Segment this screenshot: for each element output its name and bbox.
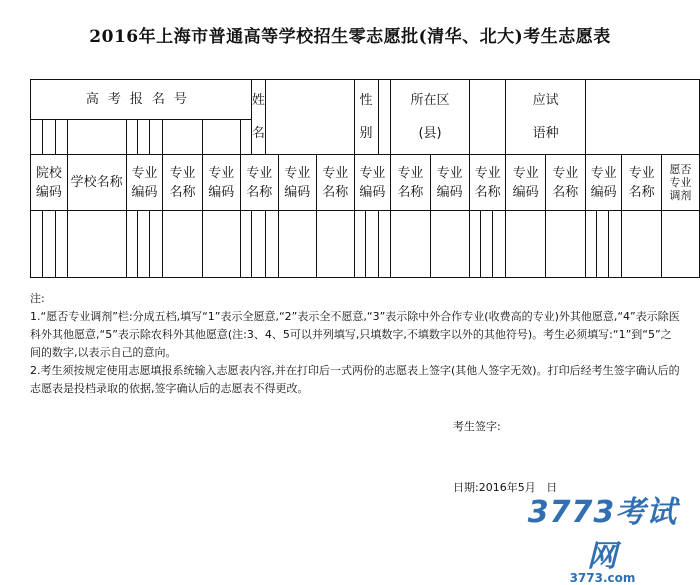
school-name-header: 学校名称 xyxy=(67,155,126,211)
major-code-digit[interactable] xyxy=(240,211,251,278)
gender-field[interactable] xyxy=(378,80,391,155)
exam-number-digit[interactable] xyxy=(137,120,149,155)
adjust-header: 愿否专业调剂 xyxy=(661,155,699,211)
major-name-header-7: 专业名称 xyxy=(622,155,661,211)
major-code-digit[interactable] xyxy=(265,211,278,278)
exam-number-digit[interactable] xyxy=(240,120,251,155)
major-code-digit[interactable] xyxy=(251,211,265,278)
name-field[interactable] xyxy=(265,80,354,155)
notes-item-2: 2.考生须按规定使用志愿填报系统输入志愿表内容,并在打印后一式两份的志愿表上签字(其他人签字无效)。打印后经考生签字确认后的志愿表是投档录取的依据,签字确认后的志愿表不得更改。 xyxy=(30,364,680,395)
exam-number-digit[interactable] xyxy=(150,120,163,155)
major-name-field-1b[interactable] xyxy=(202,211,240,278)
major-name-header-1: 专业名称 xyxy=(163,155,202,211)
watermark-logo-text: 3773考试网 xyxy=(527,495,678,574)
major-name-header-6: 专业名称 xyxy=(545,155,585,211)
major-code-digit[interactable] xyxy=(597,211,609,278)
major-code-header-3: 专业编码 xyxy=(278,155,316,211)
major-code-header-2: 专业编码 xyxy=(202,155,240,211)
major-code-digit[interactable] xyxy=(481,211,493,278)
major-name-field-3b[interactable] xyxy=(430,211,469,278)
major-name-header-5: 专业名称 xyxy=(469,155,506,211)
major-code-digit[interactable] xyxy=(366,211,378,278)
exam-number-digit[interactable] xyxy=(43,120,55,155)
gender-label: 性 别 xyxy=(354,80,378,155)
watermark-url: 3773.com xyxy=(569,571,636,585)
major-name-header-2: 专业名称 xyxy=(240,155,278,211)
adjust-field[interactable] xyxy=(661,211,699,278)
district-field[interactable] xyxy=(469,80,506,155)
application-form-table xyxy=(30,79,700,278)
exam-number-digit[interactable] xyxy=(202,120,240,155)
major-code-digit[interactable] xyxy=(137,211,149,278)
major-code-digit[interactable] xyxy=(378,211,391,278)
major-name-field-2[interactable] xyxy=(278,211,316,278)
major-name-field-1[interactable] xyxy=(163,211,202,278)
major-code-digit[interactable] xyxy=(126,211,137,278)
signature-label: 考生签字: xyxy=(453,420,501,433)
major-name-field-3[interactable] xyxy=(391,211,430,278)
major-code-digit[interactable] xyxy=(354,211,366,278)
school-code-digit[interactable] xyxy=(43,211,55,278)
major-name-field-5[interactable] xyxy=(622,211,661,278)
major-code-digit[interactable] xyxy=(585,211,596,278)
document-title: 2016年上海市普通高等学校招生零志愿批(清华、北大)考生志愿表 xyxy=(89,27,611,47)
notes-item-1: 1.“愿否专业调剂”栏:分成五档,填写“1”表示全愿意,“2”表示全不愿意,“3”表示除中外合作专业(收费高的专业)外其他愿意,“4”表示除医科外其他愿意,“5”表示除农科外其他愿意(注:3、4、5可以并列填写,只填数字,不填数字以外的其他符号)。考生必须填写:“1”到“5”之间的数字,以表示自己的意向。 xyxy=(30,310,680,359)
exam-number-digit[interactable] xyxy=(55,120,67,155)
major-code-header-4: 专业编码 xyxy=(354,155,391,211)
school-code-digit[interactable] xyxy=(31,211,43,278)
major-name-field-4b[interactable] xyxy=(545,211,585,278)
major-name-field-2b[interactable] xyxy=(316,211,354,278)
major-name-field-4[interactable] xyxy=(506,211,545,278)
date-label: 日期:2016年5月 日 xyxy=(453,481,558,494)
watermark-logo xyxy=(515,487,690,585)
exam-number-digit[interactable] xyxy=(31,120,43,155)
district-label: 所在区 (县) xyxy=(391,80,469,155)
school-name-field[interactable] xyxy=(67,211,126,278)
major-name-header-3: 专业名称 xyxy=(316,155,354,211)
name-label: 姓 名 xyxy=(251,80,265,155)
language-label: 应试 语种 xyxy=(506,80,585,155)
major-code-digit[interactable] xyxy=(609,211,622,278)
major-code-digit[interactable] xyxy=(150,211,163,278)
school-code-digit[interactable] xyxy=(55,211,67,278)
notes-heading: 注: xyxy=(30,292,45,305)
major-code-digit[interactable] xyxy=(469,211,480,278)
school-code-header: 院校编码 xyxy=(31,155,68,211)
exam-number-header: 高考报名号 xyxy=(31,80,252,120)
exam-number-digit[interactable] xyxy=(126,120,137,155)
notes-section xyxy=(30,290,682,398)
major-code-header-5: 专业编码 xyxy=(430,155,469,211)
exam-number-digit[interactable] xyxy=(67,120,126,155)
major-code-header-6: 专业编码 xyxy=(506,155,545,211)
major-code-header-1: 专业编码 xyxy=(126,155,163,211)
major-name-header-4: 专业名称 xyxy=(391,155,430,211)
exam-number-digit[interactable] xyxy=(163,120,202,155)
language-field[interactable] xyxy=(585,80,699,155)
major-code-header-7: 专业编码 xyxy=(585,155,622,211)
major-code-digit[interactable] xyxy=(493,211,506,278)
